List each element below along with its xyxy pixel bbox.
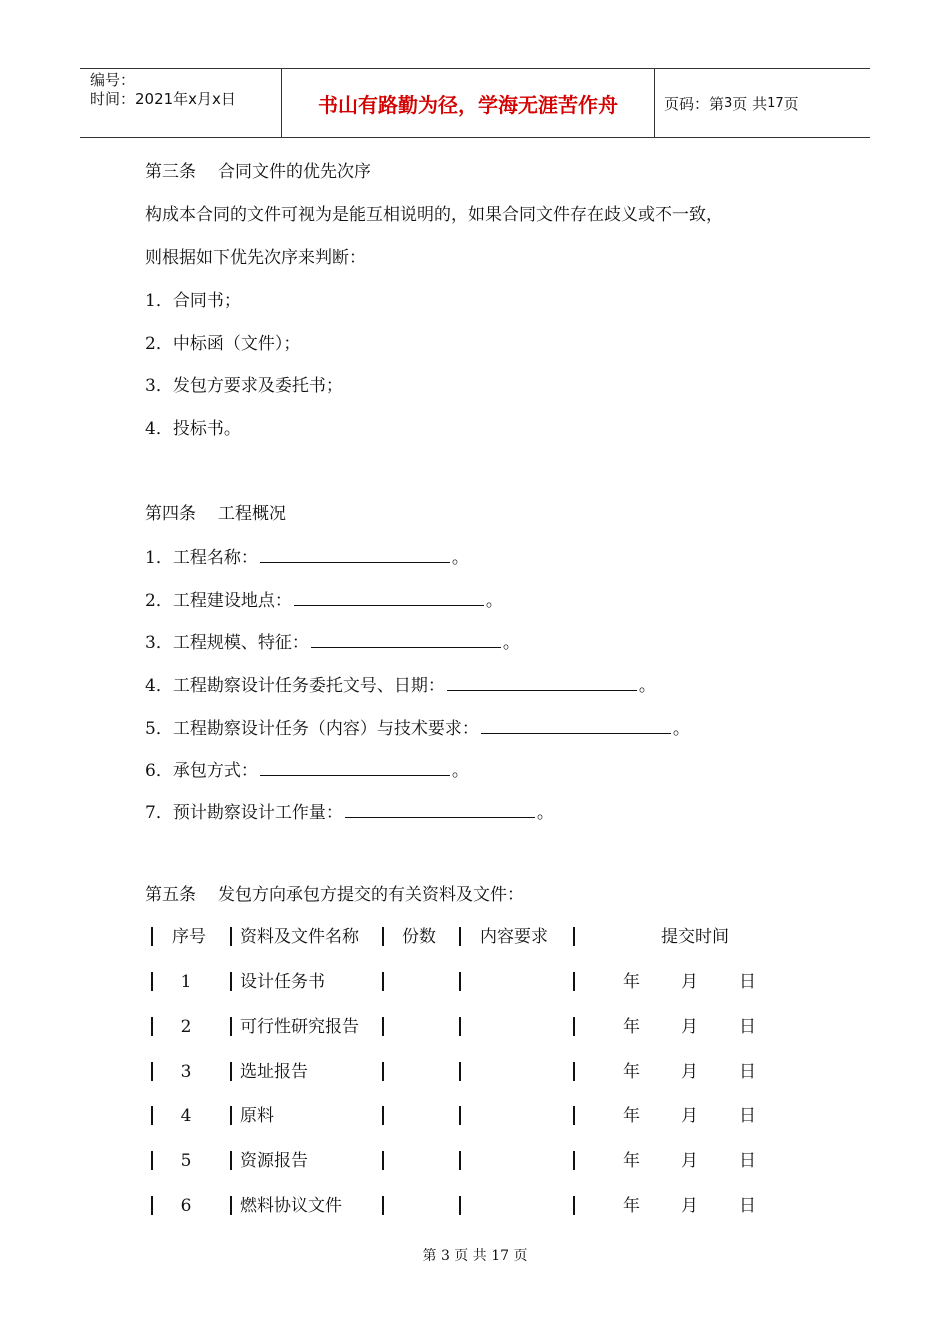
end-mark: 。	[451, 548, 469, 568]
column-divider	[230, 1062, 232, 1081]
date-month: 月	[681, 1106, 698, 1126]
column-divider	[382, 1062, 384, 1081]
column-divider	[459, 1196, 461, 1215]
table-row	[145, 1193, 785, 1219]
date-day: 日	[739, 1017, 756, 1037]
fill-blank[interactable]	[447, 674, 637, 691]
date-year: 年	[623, 972, 640, 992]
article3-item: 4．投标书。	[145, 419, 241, 439]
date-day: 日	[739, 1196, 756, 1216]
row-doc-name: 选址报告	[240, 1062, 308, 1082]
column-divider	[459, 1062, 461, 1081]
end-mark: 。	[536, 803, 554, 823]
fill-blank[interactable]	[260, 546, 450, 563]
column-divider	[151, 972, 153, 991]
column-divider	[459, 927, 461, 946]
article3-item: 3．发包方要求及委托书；	[145, 376, 343, 396]
end-mark: 。	[502, 633, 520, 653]
header-name: 资料及文件名称	[240, 927, 359, 947]
item-label: 4．工程勘察设计任务委托文号、日期：	[145, 676, 445, 696]
article4-heading	[145, 503, 286, 525]
article5-title: 第五条	[145, 885, 196, 905]
fill-blank[interactable]	[481, 717, 671, 734]
column-divider	[382, 972, 384, 991]
date-month: 月	[681, 1151, 698, 1171]
header-info-cell	[80, 69, 282, 137]
table-row	[145, 1103, 785, 1129]
article4-item	[145, 801, 554, 824]
page-footer: 第 3 页 共 17 页	[422, 1248, 528, 1264]
article3-heading	[145, 161, 371, 183]
date-month: 月	[681, 1017, 698, 1037]
article5-heading	[145, 884, 524, 906]
column-divider	[151, 1062, 153, 1081]
column-divider	[459, 1106, 461, 1125]
row-serial: 4	[180, 1106, 192, 1126]
table-row	[145, 1148, 785, 1174]
column-divider	[230, 1106, 232, 1125]
column-divider	[573, 1196, 575, 1215]
article3-item: 2．中标函（文件）；	[145, 334, 301, 354]
row-doc-name: 设计任务书	[240, 972, 325, 992]
row-doc-name: 原料	[240, 1106, 274, 1126]
table-header-row	[145, 924, 785, 950]
column-divider	[573, 1017, 575, 1036]
fill-blank[interactable]	[345, 801, 535, 818]
column-divider	[573, 927, 575, 946]
fill-blank[interactable]	[294, 589, 484, 606]
date-year: 年	[623, 1151, 640, 1171]
date-month: 月	[681, 972, 698, 992]
table-row	[145, 1059, 785, 1085]
article4-item	[145, 759, 469, 782]
header-page-cell	[655, 69, 870, 137]
article3-para1: 构成本合同的文件可视为是能互相说明的，如果合同文件存在歧义或不一致，	[145, 205, 723, 225]
column-divider	[151, 1017, 153, 1036]
article4-item	[145, 631, 520, 654]
page-end: 页	[783, 94, 799, 113]
row-serial: 2	[180, 1017, 192, 1037]
date-month: 月	[681, 1196, 698, 1216]
end-mark: 。	[672, 719, 690, 739]
article3-title: 第三条	[145, 162, 196, 182]
item-label: 6．承包方式：	[145, 761, 258, 781]
row-serial: 1	[180, 972, 192, 992]
column-divider	[151, 1106, 153, 1125]
article4-item	[145, 674, 656, 697]
row-serial: 3	[180, 1062, 192, 1082]
table-row	[145, 969, 785, 995]
article4-title: 第四条	[145, 504, 196, 524]
item-label: 5．工程勘察设计任务（内容）与技术要求：	[145, 719, 479, 739]
header-submit-time: 提交时间	[661, 927, 729, 947]
header-copies: 份数	[402, 927, 436, 947]
item-label: 3．工程规模、特征：	[145, 633, 309, 653]
date-day: 日	[739, 972, 756, 992]
row-doc-name: 燃料协议文件	[240, 1196, 342, 1216]
page-current: 3	[724, 95, 733, 111]
serial-label: 编号：	[90, 71, 136, 89]
column-divider	[230, 972, 232, 991]
date-month: 月	[681, 1062, 698, 1082]
row-serial: 5	[180, 1151, 192, 1171]
end-mark: 。	[485, 591, 503, 611]
column-divider	[573, 1062, 575, 1081]
column-divider	[459, 972, 461, 991]
table-row	[145, 1014, 785, 1040]
article4-item	[145, 546, 469, 569]
article4-item	[145, 717, 690, 740]
article3-para2: 则根据如下优先次序来判断：	[145, 248, 366, 268]
row-doc-name: 资源报告	[240, 1151, 308, 1171]
column-divider	[382, 927, 384, 946]
article5-title-text: 发包方向承包方提交的有关资料及文件：	[218, 885, 524, 905]
page-total: 17	[767, 95, 784, 111]
column-divider	[459, 1151, 461, 1170]
item-label: 1．工程名称：	[145, 548, 258, 568]
column-divider	[573, 972, 575, 991]
date-year: 年	[623, 1017, 640, 1037]
article3-item: 1．合同书；	[145, 291, 241, 311]
column-divider	[382, 1196, 384, 1215]
page-mid: 页 共	[732, 94, 768, 113]
column-divider	[573, 1151, 575, 1170]
date-day: 日	[739, 1062, 756, 1082]
column-divider	[230, 927, 232, 946]
item-label: 2．工程建设地点：	[145, 591, 292, 611]
page-header	[80, 68, 870, 138]
column-divider	[382, 1017, 384, 1036]
item-label: 7．预计勘察设计工作量：	[145, 803, 343, 823]
date-year: 年	[623, 1106, 640, 1126]
column-divider	[573, 1106, 575, 1125]
page-label: 页码：第	[664, 94, 725, 113]
article4-title-text: 工程概况	[218, 504, 286, 524]
column-divider	[151, 927, 153, 946]
date-year: 年	[623, 1062, 640, 1082]
row-serial: 6	[180, 1196, 192, 1216]
header-motto: 书山有路勤为径，学海无涯苦作舟	[282, 69, 655, 137]
date-day: 日	[739, 1151, 756, 1171]
end-mark: 。	[451, 761, 469, 781]
column-divider	[382, 1106, 384, 1125]
article4-item	[145, 589, 503, 612]
time-label: 时间：2021年x月x日	[90, 90, 236, 108]
column-divider	[151, 1151, 153, 1170]
fill-blank[interactable]	[260, 759, 450, 776]
column-divider	[459, 1017, 461, 1036]
header-serial: 序号	[172, 927, 206, 947]
date-day: 日	[739, 1106, 756, 1126]
end-mark: 。	[638, 676, 656, 696]
column-divider	[230, 1017, 232, 1036]
article3-title-text: 合同文件的优先次序	[218, 162, 371, 182]
column-divider	[230, 1151, 232, 1170]
column-divider	[151, 1196, 153, 1215]
column-divider	[382, 1151, 384, 1170]
column-divider	[230, 1196, 232, 1215]
row-doc-name: 可行性研究报告	[240, 1017, 359, 1037]
header-requirements: 内容要求	[480, 927, 548, 947]
fill-blank[interactable]	[311, 631, 501, 648]
date-year: 年	[623, 1196, 640, 1216]
